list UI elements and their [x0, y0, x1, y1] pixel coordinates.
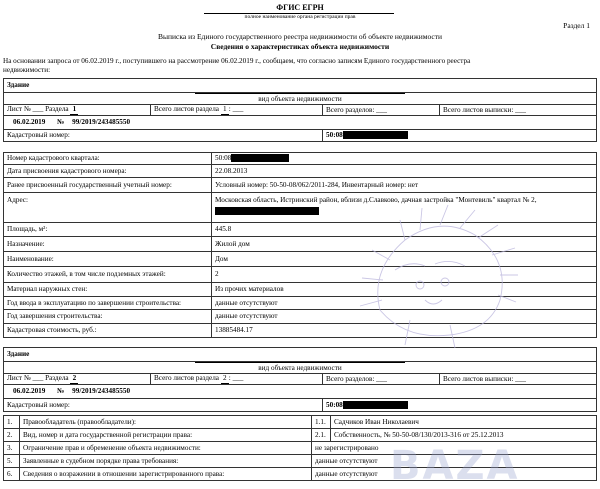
table-row	[4, 283, 597, 297]
total-section-suffix: : ___	[228, 105, 244, 113]
basis-line-1: На основании запроса от 06.02.2019 г., поступившего на рассмотрение 06.02.2019 г., сообщаем, что согласно записям Единого государственного реестра	[3, 57, 471, 65]
row-value: 22.08.2013	[212, 165, 597, 178]
row-label: Ограничение прав и обременение объекта недвижимости:	[20, 442, 312, 455]
object-kind-caption: вид объекта недвижимости	[195, 93, 405, 104]
row-value: данные отсутствуют	[312, 455, 597, 468]
row-label: Ранее присвоенный государственный учетный номер:	[4, 178, 212, 193]
row-value	[212, 193, 597, 223]
row-value: Жилой дом	[212, 237, 597, 252]
object-kind-caption: вид объекта недвижимости	[195, 362, 405, 373]
row-value: не зарегистрировано	[312, 442, 597, 455]
extract-title: Выписка из Единого государственного реестра недвижимости об объекте недвижимости	[157, 32, 443, 41]
row-sub: 2.1.	[312, 429, 331, 442]
total-section-label: Всего листов раздела	[154, 105, 219, 113]
row-label: Площадь, м²:	[4, 223, 212, 237]
address-value: Московская область, Истринский район, вблизи д.Славково, дачная застройка "Монтевиль" квартал № 2,	[215, 196, 537, 204]
sheet-number-cell	[4, 374, 151, 385]
table-row	[4, 165, 597, 178]
extract-date: 06.02.2019	[13, 118, 46, 126]
row-value	[212, 153, 597, 165]
cadastral-value: 50:08	[326, 400, 343, 409]
table-row	[4, 324, 597, 338]
section-1-header-table	[3, 78, 597, 142]
table-row	[4, 429, 597, 442]
row-value: Условный номер: 50-50-08/062/2011-284, Инвентарный номер: нет	[212, 178, 597, 193]
date-number-row	[4, 385, 597, 399]
section-2-header-table	[3, 347, 597, 412]
table-row	[4, 310, 597, 324]
sheet-number-value: ___	[32, 374, 44, 382]
total-extract-label: Всего листов выписки:	[443, 105, 514, 114]
total-sections-cell	[323, 374, 440, 385]
sheet-number-label: Лист №	[7, 374, 31, 382]
extract-date: 06.02.2019	[13, 387, 46, 395]
extract-subtitle: Сведения о характеристиках объекта недвижимости	[210, 42, 390, 51]
total-extract-value: ___	[515, 374, 526, 383]
row-label: Год завершения строительства:	[4, 310, 212, 324]
section-word: Раздела	[45, 374, 69, 382]
table-row	[4, 267, 597, 283]
row-value: 13885484.17	[212, 324, 597, 338]
agency-caption: полное наименование органа регистрации прав	[244, 14, 356, 20]
redaction-bar	[343, 131, 408, 139]
table-row	[4, 237, 597, 252]
extract-number: 99/2019/243485550	[72, 387, 131, 395]
table-row	[4, 153, 597, 165]
row-number: 6.	[4, 468, 20, 481]
row-label: Кадастровая стоимость, руб.:	[4, 324, 212, 338]
row-value: данные отсутствуют	[212, 310, 597, 324]
section-label: Раздел 1	[563, 21, 590, 30]
row-label: Дата присвоения кадастрового номера:	[4, 165, 212, 178]
baza-watermark: BAZA	[390, 443, 520, 489]
row-label: Материал наружных стен:	[4, 283, 212, 297]
table-row	[4, 455, 597, 468]
row-value: Собственность, № 50-50-08/130/2013-316 от 25.12.2013	[331, 429, 597, 442]
object-type: Здание	[4, 79, 597, 93]
object-type: Здание	[4, 348, 597, 362]
table-row	[4, 468, 597, 481]
row-number: 3.	[4, 442, 20, 455]
characteristics-table	[3, 152, 597, 338]
cadastral-cell	[323, 130, 597, 142]
total-sections-value: ___	[376, 374, 387, 383]
row-value: данные отсутствуют	[212, 297, 597, 310]
row-value: 2	[212, 267, 597, 283]
total-extract-cell	[440, 105, 597, 116]
total-sections-cell	[323, 105, 440, 116]
total-section-label: Всего листов раздела	[154, 374, 219, 382]
sheet-number-value: ___	[32, 105, 44, 113]
section-word: Раздела	[45, 105, 69, 113]
row-value: Садчиков Иван Николаевич	[331, 416, 597, 429]
cadastral-cell	[323, 399, 597, 412]
cadastral-label: Кадастровый номер:	[4, 130, 323, 142]
row-label: Наименование:	[4, 252, 212, 267]
total-sections-label: Всего разделов:	[326, 374, 375, 383]
date-number-row	[4, 116, 597, 130]
quarter-value: 50:08	[215, 154, 232, 162]
row-value: 445.8	[212, 223, 597, 237]
section-number: 2	[70, 374, 78, 384]
row-value: Из прочих материалов	[212, 283, 597, 297]
total-extract-value: ___	[515, 105, 526, 114]
basis-line-2: недвижимости:	[3, 66, 51, 74]
row-label: Заявленные в судебном порядке права требования:	[20, 455, 312, 468]
table-row	[4, 178, 597, 193]
object-kind	[4, 93, 597, 105]
extract-number-label: №	[57, 387, 65, 395]
rights-table	[3, 415, 597, 481]
total-sections-label: Всего разделов:	[326, 105, 375, 114]
agency-name: ФГИС ЕГРН	[276, 3, 324, 12]
row-sub: 1.1.	[312, 416, 331, 429]
redaction-bar	[231, 154, 289, 162]
total-section-suffix: : ___	[228, 374, 244, 382]
table-row	[4, 442, 597, 455]
redaction-bar	[215, 207, 319, 215]
table-row	[4, 252, 597, 267]
redaction-bar	[343, 401, 408, 409]
section-number: 1	[70, 105, 78, 115]
total-section-cell	[151, 105, 323, 116]
object-kind	[4, 362, 597, 374]
row-label: Количество этажей, в том числе подземных этажей:	[4, 267, 212, 283]
cadastral-label: Кадастровый номер:	[4, 399, 323, 412]
table-row	[4, 297, 597, 310]
total-section-cell	[151, 374, 323, 385]
row-label: Сведения о возражении в отношении зарегистрированного права:	[20, 468, 312, 481]
total-extract-label: Всего листов выписки:	[443, 374, 514, 383]
row-label: Номер кадастрового квартала:	[4, 153, 212, 165]
total-section-value: 2	[221, 374, 229, 384]
row-number: 2.	[4, 429, 20, 442]
sheet-number-label: Лист №	[7, 105, 31, 113]
total-section-value: 1	[221, 105, 229, 115]
total-sections-value: ___	[376, 105, 387, 114]
sheet-number-cell	[4, 105, 151, 116]
row-value: данные отсутствуют	[312, 468, 597, 481]
extract-number-label: №	[57, 118, 65, 126]
cadastral-value: 50:08	[326, 131, 343, 139]
table-row	[4, 193, 597, 223]
table-row	[4, 223, 597, 237]
row-label: Правообладатель (правообладатели):	[20, 416, 312, 429]
row-label: Адрес:	[4, 193, 212, 223]
table-row	[4, 416, 597, 429]
row-label: Назначение:	[4, 237, 212, 252]
row-label: Год ввода в эксплуатацию по завершении строительства:	[4, 297, 212, 310]
row-number: 5.	[4, 455, 20, 468]
extract-number: 99/2019/243485550	[72, 118, 131, 126]
row-label: Вид, номер и дата государственной регистрации права:	[20, 429, 312, 442]
row-value: Дом	[212, 252, 597, 267]
row-number: 1.	[4, 416, 20, 429]
total-extract-cell	[440, 374, 597, 385]
